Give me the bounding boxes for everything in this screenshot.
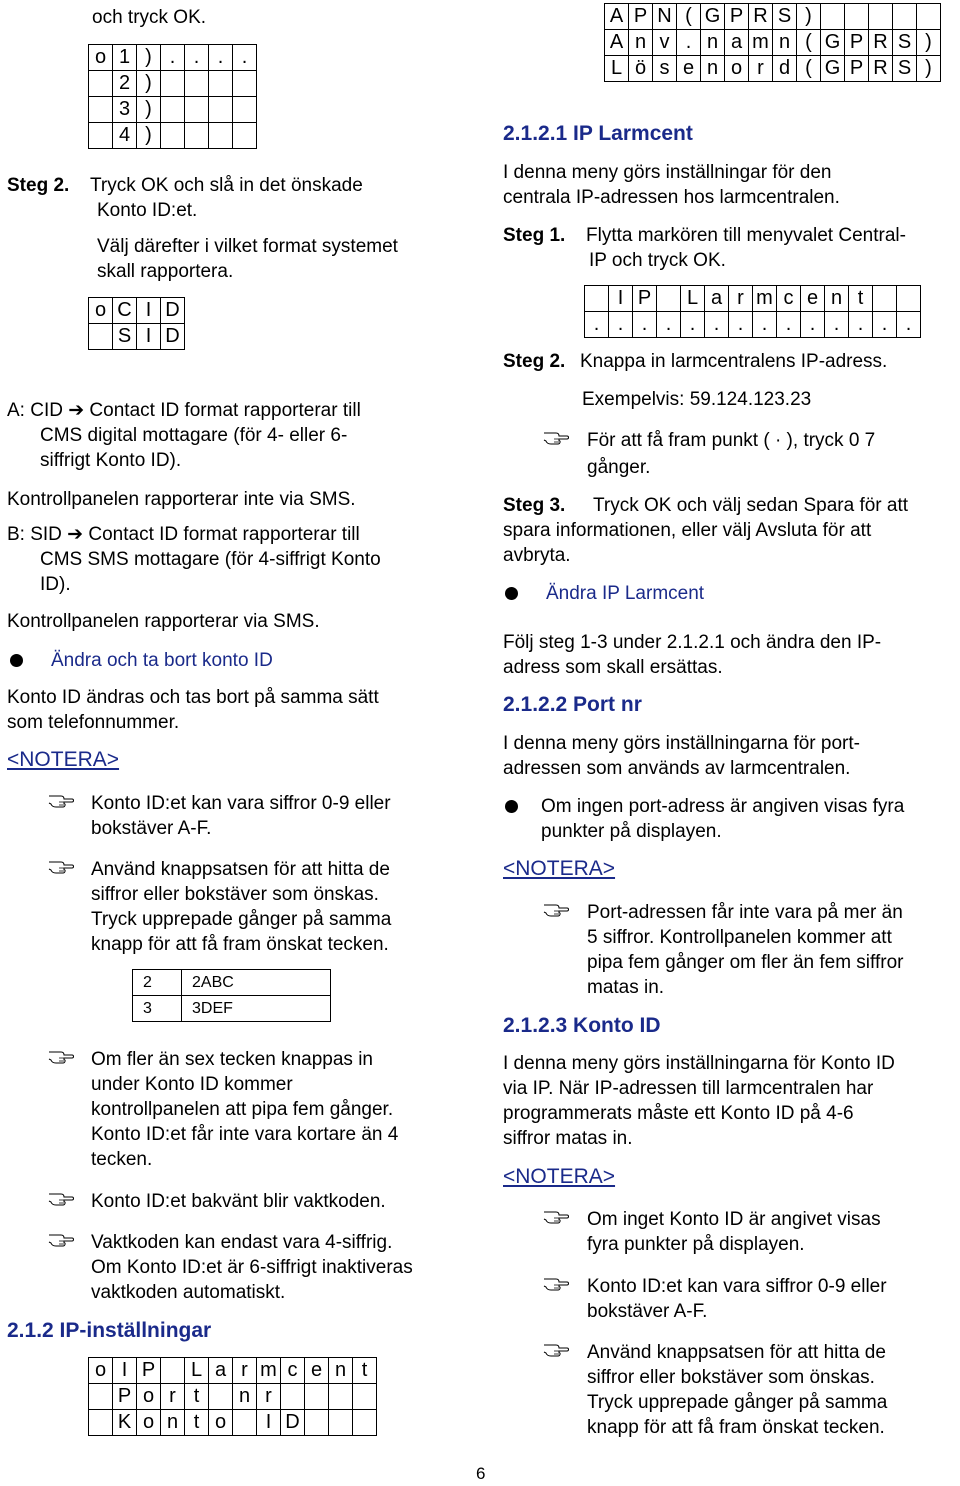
keypad-row bbox=[133, 996, 331, 1022]
step-3-text: Tryck OK och välj sedan Spara för att bbox=[593, 495, 909, 516]
lcd-cell: e bbox=[677, 56, 701, 82]
lcd-ip-larmcent-menu bbox=[584, 285, 921, 338]
lcd-cell: G bbox=[821, 30, 845, 56]
lcd-cell: D bbox=[161, 298, 185, 324]
lcd-cell: L bbox=[681, 286, 705, 312]
port-tip-line4: matas in. bbox=[587, 977, 665, 998]
lcd-cell: r bbox=[161, 1384, 185, 1410]
lcd-cell: ) bbox=[137, 123, 161, 149]
lcd-cell: . bbox=[633, 312, 657, 338]
lcd-cell bbox=[329, 1384, 353, 1410]
lcd-cell: . bbox=[825, 312, 849, 338]
lcd-cell: o bbox=[89, 1358, 113, 1384]
tip2-line3: Tryck upprepade gånger på samma bbox=[91, 909, 392, 930]
pointing-hand-icon bbox=[48, 1232, 74, 1248]
lcd-cell bbox=[209, 71, 233, 97]
lcd-row bbox=[89, 1358, 377, 1384]
lcd-cell: o bbox=[89, 45, 113, 71]
lcd-row bbox=[89, 97, 257, 123]
lcd-cell bbox=[233, 1410, 257, 1436]
keypad-cell: 3 bbox=[133, 996, 182, 1022]
lcd-cell: o bbox=[89, 298, 113, 324]
lcd-cell bbox=[161, 71, 185, 97]
tip5-line3: vaktkoden automatiskt. bbox=[91, 1282, 286, 1303]
pointing-hand-icon bbox=[48, 859, 74, 875]
port-line1: I denna meny görs inställningarna för port- bbox=[503, 733, 860, 754]
lcd-cell: r bbox=[257, 1384, 281, 1410]
step-2-text: Tryck OK och slå in det önskade bbox=[90, 175, 363, 196]
option-b-line1: B: SID ➔ Contact ID format rapporterar till bbox=[7, 524, 360, 545]
lcd-cell: ) bbox=[797, 4, 821, 30]
lcd-cell bbox=[89, 1410, 113, 1436]
lcd-cell bbox=[305, 1384, 329, 1410]
lcd-cell: G bbox=[821, 56, 845, 82]
step-2-text-cont: Konto ID:et. bbox=[97, 200, 198, 221]
lcd-cell: P bbox=[725, 4, 749, 30]
lcd-cell: I bbox=[113, 1358, 137, 1384]
lcd-row bbox=[89, 45, 257, 71]
lcd-row bbox=[605, 4, 941, 30]
pointing-hand-icon bbox=[543, 1276, 569, 1292]
step-3-label: Steg 3. bbox=[503, 495, 566, 516]
section-heading-ip: 2.1.2 IP-inställningar bbox=[7, 1319, 212, 1342]
lcd-cell: v bbox=[653, 30, 677, 56]
lcd-cell: t bbox=[849, 286, 873, 312]
keypad-table bbox=[132, 969, 331, 1022]
konto-line2: via IP. När IP-adressen till larmcentralen har bbox=[503, 1078, 874, 1099]
lcd-cell: ) bbox=[137, 45, 161, 71]
pointing-hand-icon bbox=[543, 1342, 569, 1358]
lcd-row bbox=[89, 71, 257, 97]
lcd-cell: a bbox=[209, 1358, 233, 1384]
lcd-cell bbox=[89, 123, 113, 149]
lcd-cell: P bbox=[845, 56, 869, 82]
notera-label-2: <NOTERA> bbox=[503, 1165, 616, 1188]
konto-tip1-line1: Om inget Konto ID är angivet visas bbox=[587, 1209, 881, 1230]
tip3-line3: kontrollpanelen att pipa fem gånger. bbox=[91, 1099, 394, 1120]
lcd-cell: . bbox=[873, 312, 897, 338]
lcd-cell: e bbox=[801, 286, 825, 312]
port-tip-line3: pipa fem gånger om fler än fem siffror bbox=[587, 952, 904, 973]
lcd-cell bbox=[281, 1384, 305, 1410]
lcd-cell bbox=[873, 286, 897, 312]
lcd-cell: a bbox=[725, 30, 749, 56]
lcd-cell bbox=[161, 1358, 185, 1384]
lcd-cell: . bbox=[801, 312, 825, 338]
lcd-format-menu bbox=[88, 297, 185, 350]
tip2-line1: Använd knappsatsen för att hitta de bbox=[91, 859, 390, 880]
lcd-cell bbox=[161, 123, 185, 149]
lcd-cell: ö bbox=[629, 56, 653, 82]
lcd-cell: R bbox=[869, 30, 893, 56]
lcd-cell: . bbox=[729, 312, 753, 338]
folj-line1: Följ steg 1-3 under 2.1.2.1 och ändra den IP- bbox=[503, 632, 882, 653]
lcd-cell: K bbox=[113, 1410, 137, 1436]
tip1-line1: Konto ID:et kan vara siffror 0-9 eller bbox=[91, 793, 391, 814]
lcd-cell: . bbox=[657, 312, 681, 338]
lcd-cell: . bbox=[681, 312, 705, 338]
lcd-cell: c bbox=[777, 286, 801, 312]
lcd-cell: P bbox=[113, 1384, 137, 1410]
lcd-apn-menu bbox=[604, 3, 941, 82]
tip2-line4: knapp för att få fram önskat tecken. bbox=[91, 934, 389, 955]
lcd-cell bbox=[845, 4, 869, 30]
lcd-cell: r bbox=[749, 56, 773, 82]
option-a-line2: CMS digital mottagare (för 4- eller 6- bbox=[40, 425, 348, 446]
lcd-cell: . bbox=[753, 312, 777, 338]
lcd-cell: D bbox=[281, 1410, 305, 1436]
lcd-cell: n bbox=[161, 1410, 185, 1436]
lcd-cell: s bbox=[653, 56, 677, 82]
lcd-cell: d bbox=[773, 56, 797, 82]
lcd-cell: . bbox=[233, 45, 257, 71]
lcd-cell: . bbox=[609, 312, 633, 338]
intro-line: och tryck OK. bbox=[92, 7, 207, 28]
lcd-cell: D bbox=[161, 324, 185, 350]
step-3-text-cont: spara informationen, eller välj Avsluta för att bbox=[503, 520, 872, 541]
lcd-cell: ) bbox=[137, 71, 161, 97]
lcd-row bbox=[605, 30, 941, 56]
lcd-cell bbox=[233, 97, 257, 123]
lcd-cell bbox=[89, 324, 113, 350]
pointing-hand-icon bbox=[48, 1191, 74, 1207]
lcd-cell: S bbox=[893, 30, 917, 56]
lcd-cell: n bbox=[701, 56, 725, 82]
lcd-cell: ( bbox=[797, 30, 821, 56]
step-1-text-cont: IP och tryck OK. bbox=[589, 250, 726, 271]
lcd-cell: R bbox=[869, 56, 893, 82]
step-2-format-text: Välj därefter i vilket format systemet bbox=[97, 236, 398, 257]
larm-line2: centrala IP-adressen hos larmcentralen. bbox=[503, 187, 840, 208]
tip5-line2: Om Konto ID:et är 6-siffrigt inaktiveras bbox=[91, 1257, 413, 1278]
section-heading-port: 2.1.2.2 Port nr bbox=[503, 693, 642, 716]
lcd-cell: I bbox=[257, 1410, 281, 1436]
lcd-cell: . bbox=[777, 312, 801, 338]
lcd-cell bbox=[209, 97, 233, 123]
lcd-cell: I bbox=[609, 286, 633, 312]
bullet-heading-andra-konto: Ändra och ta bort konto ID bbox=[51, 650, 273, 671]
keypad-row bbox=[133, 970, 331, 996]
lcd-cell: ) bbox=[917, 56, 941, 82]
port-tip-line2: 5 siffror. Kontrollpanelen kommer att bbox=[587, 927, 892, 948]
lcd-row bbox=[89, 1384, 377, 1410]
lcd-cell bbox=[89, 1384, 113, 1410]
lcd-cell: t bbox=[353, 1358, 377, 1384]
konto-text-line2: som telefonnummer. bbox=[7, 712, 180, 733]
lcd-cell: G bbox=[701, 4, 725, 30]
lcd-cell bbox=[329, 1410, 353, 1436]
step-2-format-text-cont: skall rapportera. bbox=[97, 261, 234, 282]
lcd-cell: ( bbox=[797, 56, 821, 82]
tip3-line5: tecken. bbox=[91, 1149, 153, 1170]
lcd-cell: ( bbox=[677, 4, 701, 30]
lcd-cell: r bbox=[729, 286, 753, 312]
konto-tip3-line1: Använd knappsatsen för att hitta de bbox=[587, 1342, 886, 1363]
tip3-line1: Om fler än sex tecken knappas in bbox=[91, 1049, 373, 1070]
konto-tip2-line1: Konto ID:et kan vara siffror 0-9 eller bbox=[587, 1276, 887, 1297]
bullet-icon bbox=[10, 654, 23, 667]
lcd-cell: L bbox=[605, 56, 629, 82]
lcd-row bbox=[605, 56, 941, 82]
step-1-text: Flytta markören till menyvalet Central- bbox=[586, 225, 906, 246]
lcd-cell: A bbox=[605, 30, 629, 56]
lcd-row bbox=[89, 298, 185, 324]
port-bullet-line1: Om ingen port-adress är angiven visas fyra bbox=[541, 796, 905, 817]
lcd-cell: t bbox=[185, 1410, 209, 1436]
lcd-cell: . bbox=[209, 45, 233, 71]
konto-line1: I denna meny görs inställningarna för Konto ID bbox=[503, 1053, 895, 1074]
lcd-cell bbox=[897, 286, 921, 312]
lcd-cell bbox=[233, 123, 257, 149]
lcd-cell: I bbox=[137, 298, 161, 324]
step-1-label: Steg 1. bbox=[503, 225, 566, 246]
lcd-cell: c bbox=[281, 1358, 305, 1384]
bullet-icon bbox=[505, 587, 518, 600]
lcd-cell bbox=[233, 71, 257, 97]
lcd-cell bbox=[209, 123, 233, 149]
lcd-cell: 1 bbox=[113, 45, 137, 71]
option-a-line3: siffrigt Konto ID). bbox=[40, 450, 182, 471]
pointing-hand-icon bbox=[543, 1209, 569, 1225]
keypad-cell: 2ABC bbox=[182, 970, 331, 996]
lcd-cell bbox=[185, 123, 209, 149]
lcd-cell bbox=[185, 71, 209, 97]
pointing-hand-icon bbox=[543, 902, 569, 918]
lcd-cell: . bbox=[677, 30, 701, 56]
lcd-cell: S bbox=[113, 324, 137, 350]
bullet-heading-andra-ip: Ändra IP Larmcent bbox=[546, 583, 705, 604]
keypad-cell: 2 bbox=[133, 970, 182, 996]
lcd-cell: P bbox=[845, 30, 869, 56]
step-2-text: Knappa in larmcentralens IP-adress. bbox=[580, 351, 888, 372]
lcd-cell: . bbox=[897, 312, 921, 338]
port-bullet-line2: punkter på displayen. bbox=[541, 821, 722, 842]
lcd-cell bbox=[917, 4, 941, 30]
tip3-line4: Konto ID:et får inte vara kortare än 4 bbox=[91, 1124, 399, 1145]
lcd-row bbox=[585, 286, 921, 312]
lcd-cell: C bbox=[113, 298, 137, 324]
lcd-cell: t bbox=[185, 1384, 209, 1410]
ip-example: Exempelvis: 59.124.123.23 bbox=[582, 389, 812, 410]
lcd-cell: S bbox=[773, 4, 797, 30]
lcd-cell: o bbox=[725, 56, 749, 82]
lcd-row bbox=[585, 312, 921, 338]
lcd-cell bbox=[869, 4, 893, 30]
option-a-line1: A: CID ➔ Contact ID format rapporterar till bbox=[7, 400, 361, 421]
lcd-menu-options bbox=[88, 44, 257, 149]
lcd-cell bbox=[305, 1410, 329, 1436]
lcd-cell: o bbox=[137, 1410, 161, 1436]
tip-punkt-line2: gånger. bbox=[587, 457, 651, 478]
lcd-cell bbox=[585, 286, 609, 312]
konto-text-line1: Konto ID ändras och tas bort på samma sätt bbox=[7, 687, 379, 708]
lcd-ip-menu bbox=[88, 1357, 377, 1436]
lcd-cell: L bbox=[185, 1358, 209, 1384]
lcd-cell: o bbox=[137, 1384, 161, 1410]
lcd-cell: 4 bbox=[113, 123, 137, 149]
lcd-cell: . bbox=[161, 45, 185, 71]
lcd-cell bbox=[657, 286, 681, 312]
konto-tip3-line4: knapp för att få fram önskat tecken. bbox=[587, 1417, 885, 1438]
lcd-cell: 3 bbox=[113, 97, 137, 123]
step-3-text-end: avbryta. bbox=[503, 545, 571, 566]
notera-label: <NOTERA> bbox=[503, 857, 616, 880]
lcd-cell: . bbox=[585, 312, 609, 338]
lcd-cell: P bbox=[629, 4, 653, 30]
lcd-cell: . bbox=[185, 45, 209, 71]
lcd-cell: . bbox=[705, 312, 729, 338]
lcd-cell: R bbox=[749, 4, 773, 30]
lcd-cell: ) bbox=[137, 97, 161, 123]
pointing-hand-icon bbox=[48, 1049, 74, 1065]
folj-line2: adress som skall ersättas. bbox=[503, 657, 723, 678]
lcd-cell: . bbox=[849, 312, 873, 338]
pointing-hand-icon bbox=[48, 793, 74, 809]
tip2-line2: siffror eller bokstäver som önskas. bbox=[91, 884, 379, 905]
lcd-cell bbox=[89, 97, 113, 123]
port-line2: adressen som används av larmcentralen. bbox=[503, 758, 851, 779]
lcd-cell: ) bbox=[917, 30, 941, 56]
lcd-cell: m bbox=[753, 286, 777, 312]
lcd-cell: o bbox=[209, 1410, 233, 1436]
keypad-cell: 3DEF bbox=[182, 996, 331, 1022]
konto-line3: programmerats måste ett Konto ID på 4-6 bbox=[503, 1103, 854, 1124]
step-2-label: Steg 2. bbox=[503, 351, 566, 372]
lcd-cell bbox=[353, 1410, 377, 1436]
lcd-cell: n bbox=[825, 286, 849, 312]
lcd-cell bbox=[209, 1384, 233, 1410]
step-2-label: Steg 2. bbox=[7, 175, 70, 196]
lcd-cell: n bbox=[701, 30, 725, 56]
lcd-cell: N bbox=[653, 4, 677, 30]
tip4: Konto ID:et bakvänt blir vaktkoden. bbox=[91, 1191, 386, 1212]
lcd-cell: S bbox=[893, 56, 917, 82]
section-heading-larmcent: 2.1.2.1 IP Larmcent bbox=[503, 122, 693, 145]
notera-label: <NOTERA> bbox=[7, 748, 120, 771]
konto-tip2-line2: bokstäver A-F. bbox=[587, 1301, 708, 1322]
pointing-hand-icon bbox=[543, 430, 569, 446]
bullet-icon bbox=[505, 800, 518, 813]
konto-tip3-line2: siffror eller bokstäver som önskas. bbox=[587, 1367, 875, 1388]
lcd-cell bbox=[89, 71, 113, 97]
lcd-cell bbox=[893, 4, 917, 30]
lcd-cell: m bbox=[257, 1358, 281, 1384]
lcd-cell: I bbox=[137, 324, 161, 350]
lcd-cell: n bbox=[629, 30, 653, 56]
tip-punkt-line1: För att få fram punkt ( · ), tryck 0 7 bbox=[587, 430, 876, 451]
lcd-row bbox=[89, 123, 257, 149]
lcd-cell bbox=[161, 97, 185, 123]
larm-line1: I denna meny görs inställningar för den bbox=[503, 162, 832, 183]
section-heading-konto: 2.1.2.3 Konto ID bbox=[503, 1014, 661, 1037]
option-b-note: Kontrollpanelen rapporterar via SMS. bbox=[7, 611, 320, 632]
lcd-cell bbox=[353, 1384, 377, 1410]
lcd-cell: n bbox=[329, 1358, 353, 1384]
lcd-cell: n bbox=[233, 1384, 257, 1410]
tip5-line1: Vaktkoden kan endast vara 4-siffrig. bbox=[91, 1232, 393, 1253]
lcd-cell: e bbox=[305, 1358, 329, 1384]
lcd-cell: m bbox=[749, 30, 773, 56]
lcd-cell: a bbox=[705, 286, 729, 312]
lcd-cell: P bbox=[137, 1358, 161, 1384]
konto-tip1-line2: fyra punkter på displayen. bbox=[587, 1234, 805, 1255]
option-b-line3: ID). bbox=[40, 574, 71, 595]
lcd-cell: n bbox=[773, 30, 797, 56]
lcd-row bbox=[89, 324, 185, 350]
port-tip-line1: Port-adressen får inte vara på mer än bbox=[587, 902, 903, 923]
page-number: 6 bbox=[476, 1464, 486, 1483]
lcd-cell bbox=[821, 4, 845, 30]
option-a-note: Kontrollpanelen rapporterar inte via SMS. bbox=[7, 489, 356, 510]
lcd-cell: A bbox=[605, 4, 629, 30]
konto-line4: siffror matas in. bbox=[503, 1128, 633, 1149]
tip3-line2: under Konto ID kommer bbox=[91, 1074, 293, 1095]
lcd-cell bbox=[185, 97, 209, 123]
tip1-line2: bokstäver A-F. bbox=[91, 818, 212, 839]
option-b-line2: CMS SMS mottagare (för 4-siffrigt Konto bbox=[40, 549, 381, 570]
lcd-row bbox=[89, 1410, 377, 1436]
konto-tip3-line3: Tryck upprepade gånger på samma bbox=[587, 1392, 888, 1413]
lcd-cell: P bbox=[633, 286, 657, 312]
lcd-cell: 2 bbox=[113, 71, 137, 97]
lcd-cell: r bbox=[233, 1358, 257, 1384]
